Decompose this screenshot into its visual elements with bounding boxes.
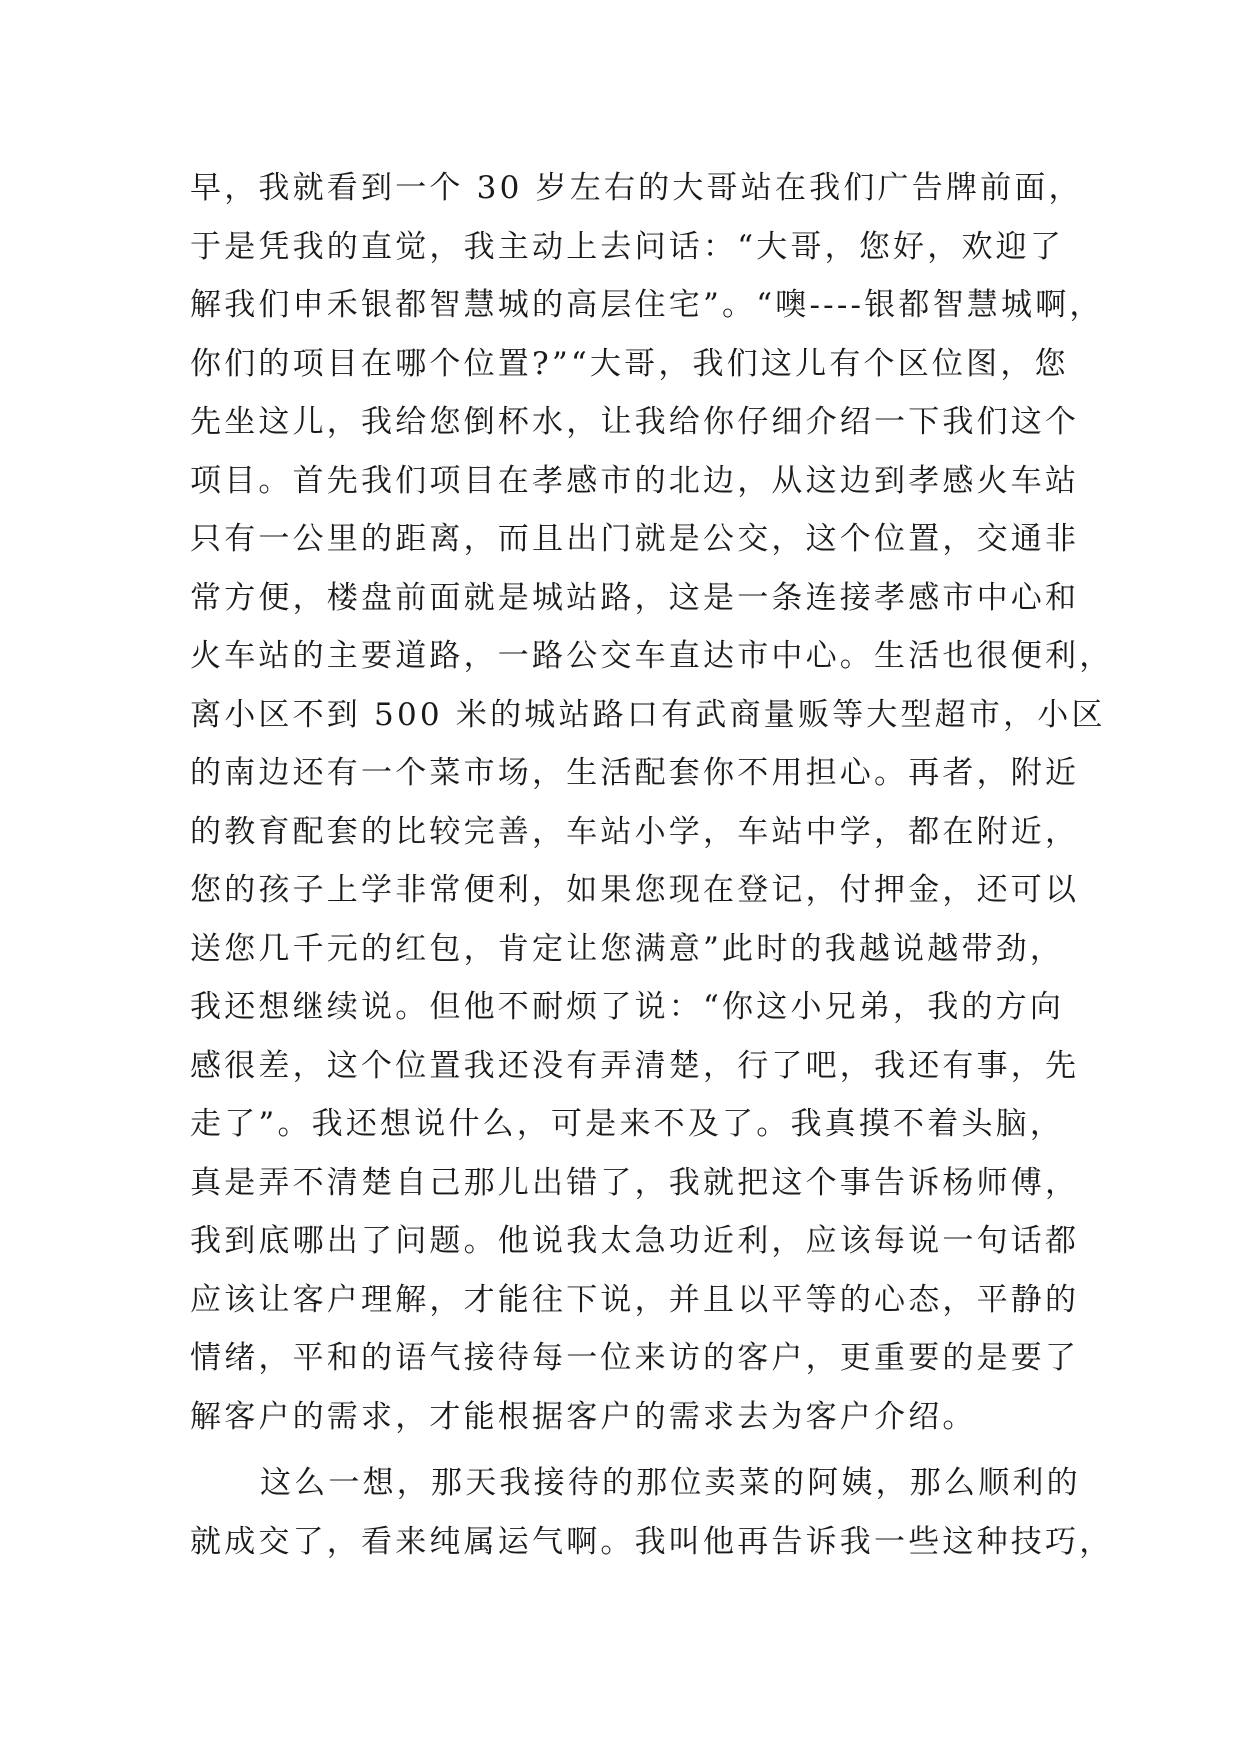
paragraph-1 [190, 159, 1114, 1446]
text-line: 应该让客户理解，才能往下说，并且以平等的心态，平静的 [190, 1281, 1080, 1318]
text-line: 情绪，平和的语气接待每一位来访的客户，更重要的是要了 [190, 1340, 1080, 1376]
text-line: 项目。首先我们项目在孝感市的北边，从这边到孝感火车站 [190, 462, 1080, 499]
text-line: 你们的项目在哪个位置?”“大哥，我们这儿有个区位图，您 [190, 345, 1069, 382]
paragraph-spacing [190, 1446, 1090, 1454]
text-line: 我到底哪出了问题。他说我太急功近利，应该每说一句话都 [190, 1223, 1080, 1259]
text-line: 先坐这儿，我给您倒杯水，让我给你仔细介绍一下我们这个 [190, 404, 1080, 440]
text-line: 的南边还有一个菜市场，生活配套你不用担心。再者，附近 [190, 755, 1080, 791]
text-line: 走了”。我还想说什么，可是来不及了。我真摸不着头脑， [190, 1106, 1065, 1142]
text-line: 感很差，这个位置我还没有弄清楚，行了吧，我还有事，先 [190, 1047, 1080, 1084]
text-line: 就成交了，看来纯属运气啊。我叫他再告诉我一些这种技巧， [190, 1523, 1114, 1560]
text-line: 离小区不到 500 米的城站路口有武商量贩等大型超市，小区 [190, 696, 1106, 733]
paragraph-2 [190, 1454, 1114, 1571]
text-line: 早，我就看到一个 30 岁左右的大哥站在我们广告牌前面， [190, 170, 1083, 206]
body-text [190, 159, 1114, 1571]
text-line: 只有一公里的距离，而且出门就是公交，这个位置，交通非 [190, 521, 1080, 557]
text-line: 火车站的主要道路，一路公交车直达市中心。生活也很便利， [190, 638, 1114, 674]
text-line: 真是弄不清楚自己那儿出错了，我就把这个事告诉杨师傅， [190, 1164, 1080, 1201]
text-line: 这么一想，那天我接待的那位卖菜的阿姨，那么顺利的 [260, 1465, 1081, 1501]
text-line: 的教育配套的比较完善，车站小学，车站中学，都在附近， [190, 813, 1080, 850]
text-line: 我还想继续说。但他不耐烦了说：“你这小兄弟，我的方向 [190, 989, 1065, 1025]
text-line: 您的孩子上学非常便利，如果您现在登记，付押金，还可以 [190, 872, 1080, 908]
text-line: 送您几千元的红包，肯定让您满意”此时的我越说越带劲， [190, 930, 1065, 967]
text-line: 解我们申禾银都智慧城的高层住宅”。“噢----银都智慧城啊， [190, 287, 1104, 323]
text-line: 于是凭我的直觉，我主动上去问话：“大哥，您好，欢迎了 [190, 228, 1065, 265]
text-line: 常方便，楼盘前面就是城站路，这是一条连接孝感市中心和 [190, 579, 1080, 616]
text-line: 解客户的需求，才能根据客户的需求去为客户介绍。 [190, 1398, 977, 1435]
